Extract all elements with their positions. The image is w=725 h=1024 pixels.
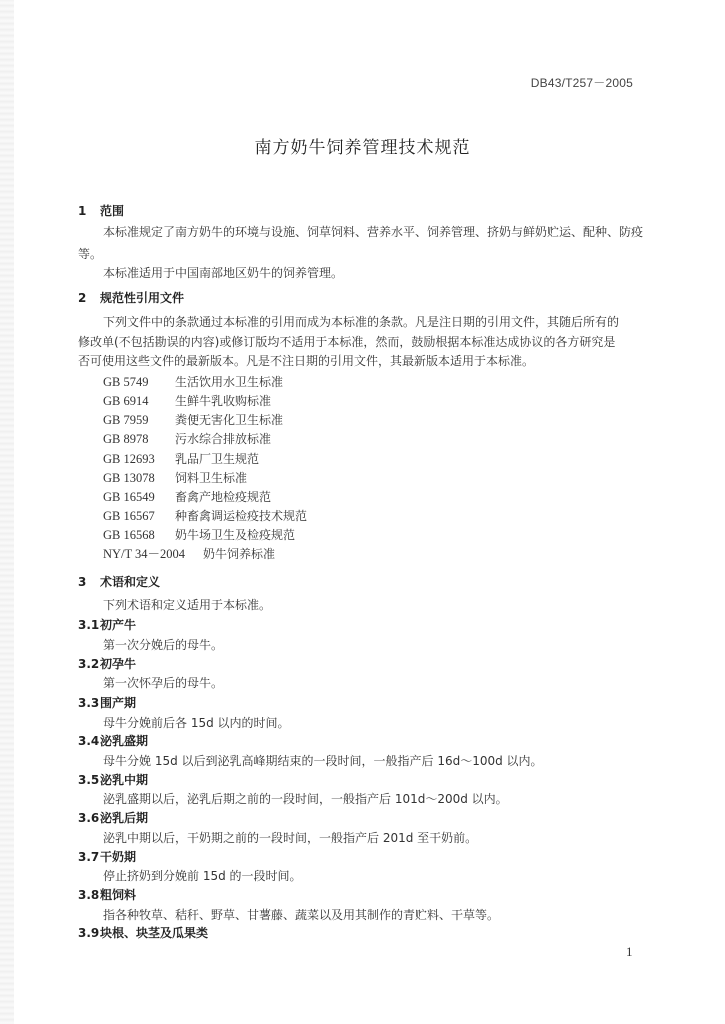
reference-item: NY/T 34－2004 奶牛饲养标准 (103, 547, 276, 561)
term-definition: 指各种牧草、秸秆、野草、甘薯藤、蔬菜以及用其制作的青贮料、干草等。 (103, 908, 500, 922)
section-1-heading: 1 范围 (78, 204, 125, 218)
reference-item: GB 16567 种畜禽调运检疫技术规范 (103, 509, 308, 523)
reference-item: GB 13078 饲料卫生标准 (103, 471, 248, 485)
term-heading: 3.6泌乳后期 (78, 811, 149, 825)
term-heading: 3.4泌乳盛期 (78, 734, 149, 748)
document-code: DB43/T257－2005 (530, 76, 633, 90)
term-heading: 3.2初孕牛 (78, 657, 137, 671)
term-definition: 第一次怀孕后的母牛。 (103, 676, 224, 690)
section-1-para-2: 本标准适用于中国南部地区奶牛的饲养管理。 (103, 266, 344, 280)
section-3-intro: 下列术语和定义适用于本标准。 (103, 598, 272, 612)
section-2-heading: 2 规范性引用文件 (78, 291, 185, 305)
term-heading: 3.9块根、块茎及瓜果类 (78, 926, 209, 940)
reference-item: GB 5749 生活饮用水卫生标准 (103, 375, 284, 389)
term-heading: 3.5泌乳中期 (78, 773, 149, 787)
section-2-para-line-2: 修改单(不包括勘误的内容)或修订版均不适用于本标准，然而，鼓励根据本标准达成协议的各方研究是 (78, 335, 616, 349)
reference-item: GB 6914 生鲜牛乳收购标准 (103, 394, 272, 408)
page-number: 1 (626, 944, 633, 959)
term-definition: 母牛分娩前后各 15d 以内的时间。 (103, 716, 290, 730)
section-1-para-1-line-1: 本标准规定了南方奶牛的环境与设施、饲草饲料、营养水平、饲养管理、挤奶与鲜奶贮运、配种、防疫 (103, 225, 644, 239)
term-heading: 3.8粗饲料 (78, 888, 137, 902)
term-definition: 泌乳盛期以后，泌乳后期之前的一段时间，一般指产后 101d～200d 以内。 (103, 792, 508, 806)
section-1-para-1-line-2: 等。 (78, 247, 103, 261)
term-definition: 第一次分娩后的母牛。 (103, 638, 224, 652)
section-3-heading: 3 术语和定义 (78, 575, 161, 589)
reference-item: GB 16568 奶牛场卫生及检疫规范 (103, 528, 296, 542)
reference-item: GB 7959 粪便无害化卫生标准 (103, 413, 284, 427)
section-2-para-line-1: 下列文件中的条款通过本标准的引用而成为本标准的条款。凡是注日期的引用文件，其随后所有的 (103, 315, 620, 329)
term-heading: 3.7干奶期 (78, 850, 137, 864)
document-title: 南方奶牛饲养管理技术规范 (254, 138, 471, 158)
term-definition: 停止挤奶到分娩前 15d 的一段时间。 (103, 869, 302, 883)
reference-item: GB 16549 畜禽产地检疫规范 (103, 490, 272, 504)
section-2-para-line-3: 否可使用这些文件的最新版本。凡是不注日期的引用文件，其最新版本适用于本标准。 (78, 354, 535, 368)
reference-item: GB 12693 乳品厂卫生规范 (103, 452, 260, 466)
term-definition: 母牛分娩 15d 以后到泌乳高峰期结束的一段时间，一般指产后 16d～100d 以内。 (103, 754, 543, 768)
term-heading: 3.1初产牛 (78, 618, 137, 632)
term-heading: 3.3围产期 (78, 696, 137, 710)
reference-item: GB 8978 污水综合排放标准 (103, 432, 272, 446)
term-definition: 泌乳中期以后，干奶期之前的一段时间，一般指产后 201d 至干奶前。 (103, 831, 478, 845)
